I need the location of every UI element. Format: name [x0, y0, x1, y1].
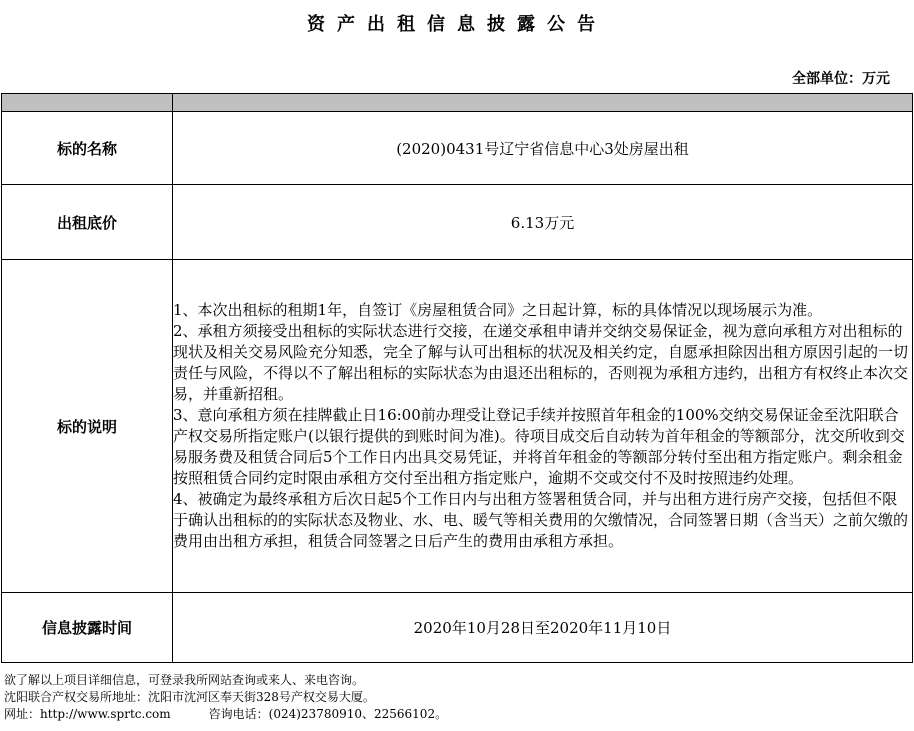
label-desc: 标的说明: [2, 260, 173, 593]
table-row-name: [2, 112, 913, 185]
header-cell-right: [173, 94, 913, 112]
label-time: 信息披露时间: [2, 593, 173, 663]
value-time: 2020年10月28日至2020年11月10日: [173, 593, 913, 663]
page-title: 资产出租信息披露公告: [307, 14, 607, 35]
desc-item: 3、意向承租方须在挂牌截止日16:00前办理受让登记手续并按照首年租金的100%交纳交易保证金至沈阳联合产权交易所指定账户(以银行提供的到账时间为准)。待项目成交后自动转为首年租金的等额部分，沈交所收到交易服务费及租赁合同后5个工作日内出具交易凭证，并将首年租金的等额部分转付至出租方指定账户。剩余租金按照租赁合同约定时限由承租方交付至出租方指定账户，逾期不交或交付不及时按照违约处理。: [173, 406, 905, 487]
table-row-time: [2, 593, 913, 663]
table-row-price: [2, 185, 913, 260]
desc-item: 2、承租方须接受出租标的实际状态进行交接，在递交承租申请并交纳交易保证金，视为意向承租方对出租标的现状及相关交易风险充分知悉，完全了解与认可出租标的状况及相关约定，自愿承担除因出租方原因引起的一切责任与风险，不得以不了解出租标的实际状态为由退还出租标的，否则视为承租方违约，出租方有权终止本次交易，并重新招租。: [173, 322, 909, 403]
footer: [4, 672, 447, 723]
footer-line-3: [4, 706, 447, 723]
value-price: 6.13万元: [173, 185, 913, 260]
footer-line-2: 沈阳联合产权交易所地址：沈阳市沈河区奉天街328号产权交易大厦。: [4, 690, 375, 704]
table-row-desc: [2, 260, 913, 593]
table-header-row: [2, 94, 913, 112]
label-name: 标的名称: [2, 112, 173, 185]
value-name: (2020)0431号辽宁省信息中心3处房屋出租: [173, 112, 913, 185]
website-link[interactable]: 网址：http://www.sprtc.com: [4, 707, 171, 721]
footer-line-1: 欲了解以上项目详细信息，可登录我所网站查询或来人、来电咨询。: [4, 673, 365, 687]
unit-note: 全部单位：万元: [792, 71, 890, 87]
header-cell-left: [2, 94, 173, 112]
desc-item: 4、被确定为最终承租方后次日起5个工作日内与出租方签署租赁合同，并与出租方进行房产交接，包括但不限于确认出租标的的实际状态及物业、水、电、暖气等相关费用的欠缴情况，合同签署日期（含当天）之前欠缴的费用由出租方承担，租赁合同签署之日后产生的费用由承租方承担。: [173, 490, 909, 550]
announcement-table: [1, 93, 913, 663]
label-price: 出租底价: [2, 185, 173, 260]
desc-item: 1、本次出租标的租期1年，自签订《房屋租赁合同》之日起计算，标的具体情况以现场展示为准。: [173, 301, 823, 319]
value-desc: [173, 260, 913, 593]
phone-text: 咨询电话：(024)23780910、22566102。: [208, 707, 448, 721]
